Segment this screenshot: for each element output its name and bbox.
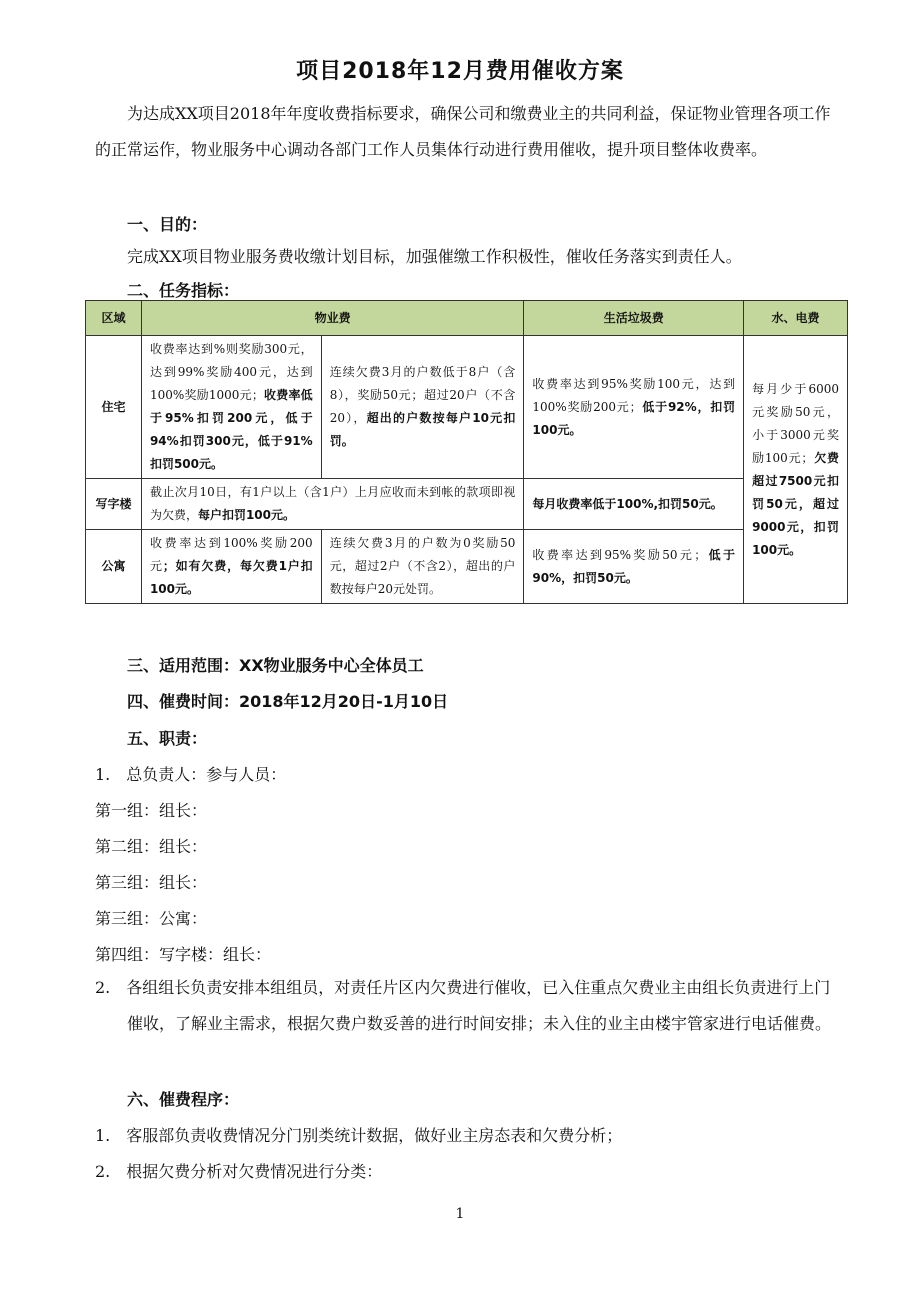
utilities-cell xyxy=(744,336,848,604)
procedure-item-2: 2. 根据欠费分析对欠费情况进行分类： xyxy=(95,1162,383,1181)
procedure-item-1: 1. 客服部负责收费情况分门别类统计数据，做好业主房态表和欠费分析； xyxy=(95,1126,623,1145)
office-fee-cell xyxy=(141,479,523,530)
duties-group-1: 第一组：组长： xyxy=(95,801,208,820)
page-title: 项目2018年12月费用催收方案 xyxy=(296,59,624,84)
table-row-office xyxy=(86,479,848,530)
section-duties-heading: 五、职责： xyxy=(127,729,208,748)
intro-paragraph: 为达成XX项目2018年年度收费指标要求，确保公司和缴费业主的共同利益，保证物业管理各项工作的正常运作，物业服务中心调动各部门工作人员集体行动进行费用催收，提升项目整体收费率。 xyxy=(95,104,831,159)
apartment-fee-rate-bold: ；如有欠费，每欠费1户扣100元。 xyxy=(149,559,313,596)
section-targets-heading: 二、任务指标： xyxy=(127,281,240,300)
residential-garbage-plain: 收费率达到95%奖励100元，达到100%奖励200元； xyxy=(532,376,736,414)
duties-item-2: 2. 各组组长负责安排本组组员，对责任片区内欠费进行催收，已入住重点欠费业主由组长负责进行上门催收，了解业主需求，根据欠费户数妥善的进行时间安排；未入住的业主由楼宇管家进行电话催费。 xyxy=(95,978,832,1033)
duties-item-1: 1. 总负责人：参与人员： xyxy=(95,765,287,784)
table-row-apartment xyxy=(86,530,848,604)
area-residential: 住宅 xyxy=(86,336,142,479)
area-apartment: 公寓 xyxy=(86,530,142,604)
section-scope: 三、适用范围：XX物业服务中心全体员工 xyxy=(127,656,424,675)
duties-group-3: 第三组：组长： xyxy=(95,873,208,892)
header-utilities: 水、电费 xyxy=(744,301,848,336)
apartment-garbage-cell xyxy=(524,530,744,604)
residential-fee-rate-plain: 收费率达到%则奖励300元，达到99%奖励400元，达到100%奖励1000元； xyxy=(149,342,313,402)
residential-arrears-plain: 连续欠费3月的户数低于8户（含8），奖励50元；超过20户（不含20）， xyxy=(329,365,516,425)
utilities-bold: 欠费超过7500元扣罚50元，超过9000元，扣罚100元。 xyxy=(752,450,839,557)
residential-garbage-cell xyxy=(524,336,744,479)
office-garbage-cell: 每月收费率低于100%,扣罚50元。 xyxy=(524,479,744,530)
duties-group-2: 第二组：组长： xyxy=(95,837,208,856)
header-property-fee: 物业费 xyxy=(141,301,523,336)
duties-group-3b: 第三组：公寓： xyxy=(95,909,208,928)
table-row-residential xyxy=(86,336,848,479)
duties-group-4: 第四组：写字楼：组长： xyxy=(95,945,272,964)
section-purpose-text: 完成XX项目物业服务费收缴计划目标，加强催缴工作积极性，催收任务落实到责任人。 xyxy=(127,247,742,266)
residential-fee-rate-cell xyxy=(141,336,321,479)
utilities-plain: 每月少于6000元奖励50元，小于3000元奖励100元； xyxy=(752,381,839,465)
section-schedule: 四、催费时间：2018年12月20日-1月10日 xyxy=(127,692,449,711)
table-header-row xyxy=(86,301,848,336)
section-procedure-heading: 六、催费程序： xyxy=(127,1090,240,1109)
area-office: 写字楼 xyxy=(86,479,142,530)
office-fee-plain: 截止次月10日，有1户以上（含1户）上月应收而未到帐的款项即视为欠费， xyxy=(149,485,516,522)
apartment-fee-rate-cell xyxy=(141,530,321,604)
task-targets-table xyxy=(85,300,848,604)
residential-arrears-bold: 超出的户数按每户10元扣罚。 xyxy=(329,411,516,448)
apartment-garbage-bold: 低于90%，扣罚50元。 xyxy=(532,547,736,585)
apartment-arrears-cell: 连续欠费3月的户数为0奖励50元，超过2户（不含2），超出的户数按每户20元处罚。 xyxy=(321,530,524,604)
office-fee-bold: 每户扣罚100元。 xyxy=(197,508,296,522)
residential-garbage-bold: 低于92%，扣罚100元。 xyxy=(532,399,736,437)
residential-arrears-cell xyxy=(321,336,524,479)
residential-fee-rate-bold: 收费率低于95%扣罚200元，低于94%扣罚300元，低于91%扣罚500元。 xyxy=(149,388,313,471)
section-purpose-heading: 一、目的： xyxy=(127,215,208,234)
apartment-fee-rate-plain: 收费率达到100%奖励200元 xyxy=(149,536,313,573)
header-area: 区域 xyxy=(86,301,142,336)
apartment-garbage-plain: 收费率达到95%奖励50元； xyxy=(532,547,707,562)
page-number: 1 xyxy=(455,1206,465,1222)
header-garbage-fee: 生活垃圾费 xyxy=(524,301,744,336)
